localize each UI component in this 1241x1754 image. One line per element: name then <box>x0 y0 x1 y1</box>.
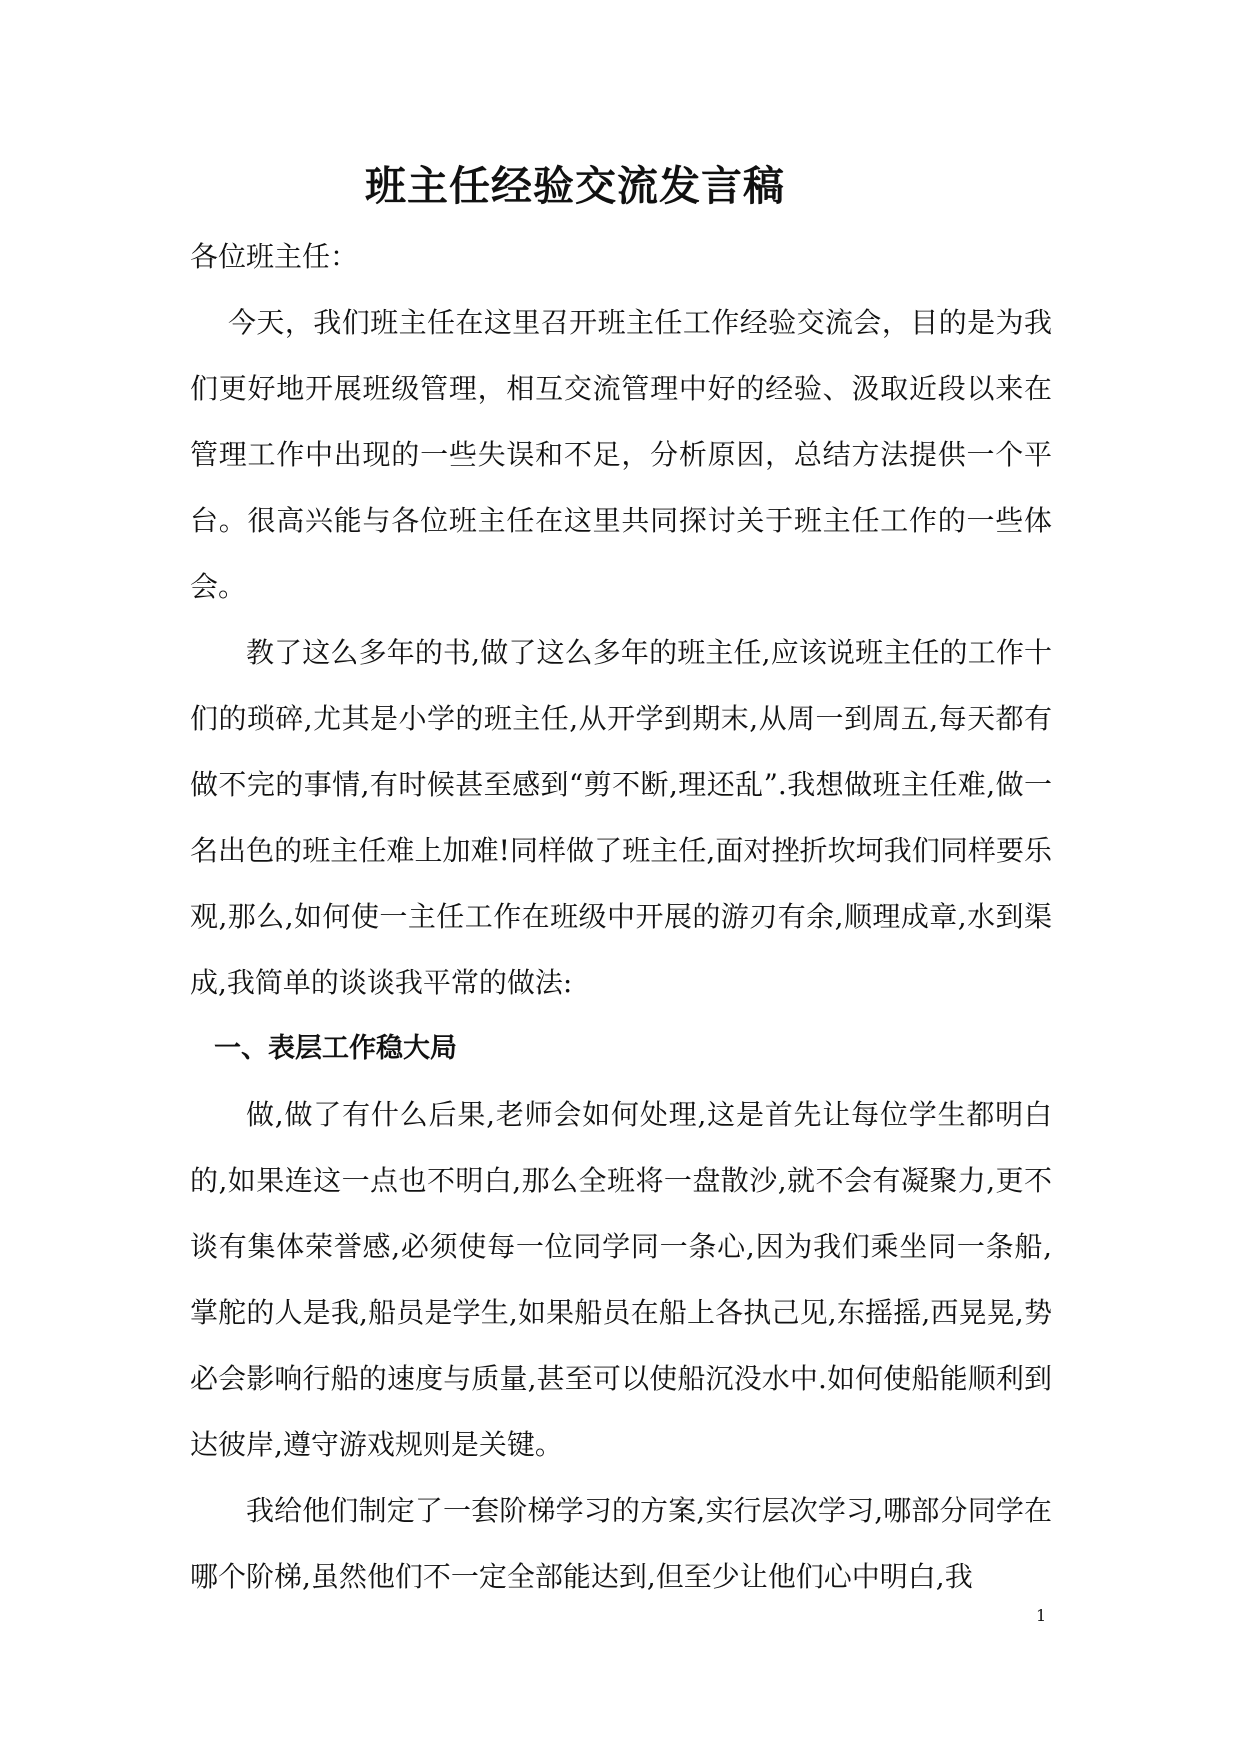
salutation: 各位班主任： <box>190 240 359 273</box>
document-body <box>190 224 1052 1610</box>
page-number: 1 <box>1036 1606 1047 1625</box>
paragraph-rules: 做,做了有什么后果,老师会如何处理,这是首先让每位学生都明白的,如果连这一点也不明白,那么全班将一盘散沙,就不会有凝聚力,更不谈有集体荣誉感,必须使每一位同学同一条心,因为我们乘坐同一条船,掌舵的人是我,船员是学生,如果船员在船上各执己见,东摇摇,西晃晃,势必会影响行船的速度与质量,甚至可以使船沉没水中.如何使船能顺利到达彼岸,遵守游戏规则是关键。 <box>190 1098 1052 1461</box>
section-heading: 一、表层工作稳大局 <box>214 1033 457 1064</box>
document-title: 班主任经验交流发言稿 <box>365 162 785 210</box>
paragraph-intro: 今天，我们班主任在这里召开班主任工作经验交流会，目的是为我们更好地开展班级管理，相互交流管理中好的经验、汲取近段以来在管理工作中出现的一些失误和不足，分析原因，总结方法提供一个平台。很高兴能与各位班主任在这里共同探讨关于班主任工作的一些体会。 <box>190 306 1052 603</box>
paragraph-ladder: 我给他们制定了一套阶梯学习的方案,实行层次学习,哪部分同学在哪个阶梯,虽然他们不一定全部能达到,但至少让他们心中明白,我 <box>190 1494 1052 1593</box>
paragraph-experience: 教了这么多年的书,做了这么多年的班主任,应该说班主任的工作十们的琐碎,尤其是小学的班主任,从开学到期末,从周一到周五,每天都有做不完的事情,有时候甚至感到“剪不断,理还乱”.我想做班主任难,做一名出色的班主任难上加难!同样做了班主任,面对挫折坎坷我们同样要乐观,那么,如何使一主任工作在班级中开展的游刃有余,顺理成章,水到渠成,我简单的谈谈我平常的做法: <box>190 636 1052 999</box>
